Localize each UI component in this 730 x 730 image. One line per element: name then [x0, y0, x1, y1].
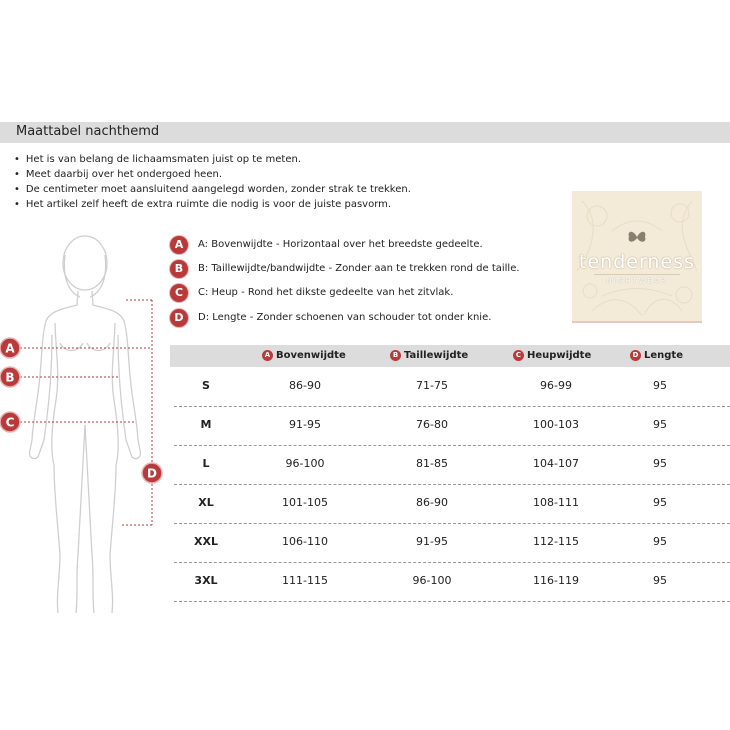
bust-value: 86-90	[289, 379, 321, 392]
legend-text: B: Taillewijdte/bandwijdte - Zonder aan te trekken rond de taille.	[198, 263, 520, 274]
marker-b	[0, 367, 20, 387]
length-value: 95	[653, 379, 667, 392]
table-row	[174, 484, 730, 524]
badge-a: A	[170, 236, 188, 254]
size-table-header	[170, 345, 730, 367]
column-header-a: A Bovenwijdte	[262, 350, 346, 361]
size-label: M	[200, 418, 212, 431]
instructions-list	[14, 152, 411, 212]
hip-value: 108-111	[533, 496, 579, 509]
waist-value: 76-80	[416, 418, 448, 431]
length-value: 95	[653, 535, 667, 548]
legend-text: D: Lengte - Zonder schoenen van schouder tot onder knie.	[198, 312, 492, 323]
bust-value: 91-95	[289, 418, 321, 431]
waist-value: 71-75	[416, 379, 448, 392]
length-value: 95	[653, 574, 667, 587]
waist-value: 96-100	[412, 574, 452, 587]
column-header-d: D Lengte	[630, 350, 683, 361]
logo-divider	[594, 274, 680, 275]
table-row	[174, 367, 730, 407]
hip-value: 96-99	[540, 379, 572, 392]
hip-value: 112-115	[533, 535, 579, 548]
column-header-c: C Heupwijdte	[513, 350, 591, 361]
hip-value: 104-107	[533, 457, 579, 470]
instruction-item: • Meet daarbij over het ondergoed heen.	[14, 167, 411, 182]
length-value: 95	[653, 457, 667, 470]
column-header-b: B Taillewijdte	[390, 350, 468, 361]
marker-d	[142, 463, 162, 483]
waist-value: 86-90	[416, 496, 448, 509]
badge-c: C	[170, 284, 188, 302]
bust-value: 111-115	[282, 574, 328, 587]
logo-brand-name: tenderness	[579, 251, 695, 273]
legend-text: C: Heup - Rond het dikste gedeelte van het zitvlak.	[198, 287, 454, 298]
bust-value: 101-105	[282, 496, 328, 509]
table-row	[174, 445, 730, 485]
table-row	[174, 562, 730, 602]
size-label: S	[202, 379, 210, 392]
logo-tagline: NIGHTWEAR	[606, 277, 668, 285]
body-figure	[0, 225, 170, 615]
bust-value: 96-100	[285, 457, 325, 470]
marker-c	[0, 412, 20, 432]
page-title: Maattabel nachthemd	[16, 124, 160, 139]
marker-label: A	[5, 341, 15, 356]
table-row	[174, 523, 730, 563]
title-bar	[0, 122, 730, 143]
size-label: XXL	[194, 535, 218, 548]
bust-value: 106-110	[282, 535, 328, 548]
instruction-item: • Het artikel zelf heeft de extra ruimte die nodig is voor de juiste pasvorm.	[14, 197, 411, 212]
marker-a	[0, 338, 20, 358]
instruction-item: • De centimeter moet aansluitend aangelegd worden, zonder strak te trekken.	[14, 182, 411, 197]
size-label: XL	[198, 496, 214, 509]
brand-logo	[572, 191, 702, 323]
waist-value: 91-95	[416, 535, 448, 548]
hip-value: 116-119	[533, 574, 579, 587]
marker-label: B	[5, 370, 15, 385]
table-row	[174, 406, 730, 446]
size-label: 3XL	[194, 574, 218, 587]
instruction-item: • Het is van belang de lichaamsmaten juist op te meten.	[14, 152, 411, 167]
length-value: 95	[653, 496, 667, 509]
length-value: 95	[653, 418, 667, 431]
size-label: L	[202, 457, 210, 470]
marker-label: C	[5, 415, 15, 430]
hip-value: 100-103	[533, 418, 579, 431]
butterfly-icon	[627, 229, 647, 245]
marker-label: D	[147, 466, 157, 481]
badge-b: B	[170, 260, 188, 278]
legend-text: A: Bovenwijdte - Horizontaal over het breedste gedeelte.	[198, 239, 483, 250]
waist-value: 81-85	[416, 457, 448, 470]
badge-d: D	[170, 309, 188, 327]
